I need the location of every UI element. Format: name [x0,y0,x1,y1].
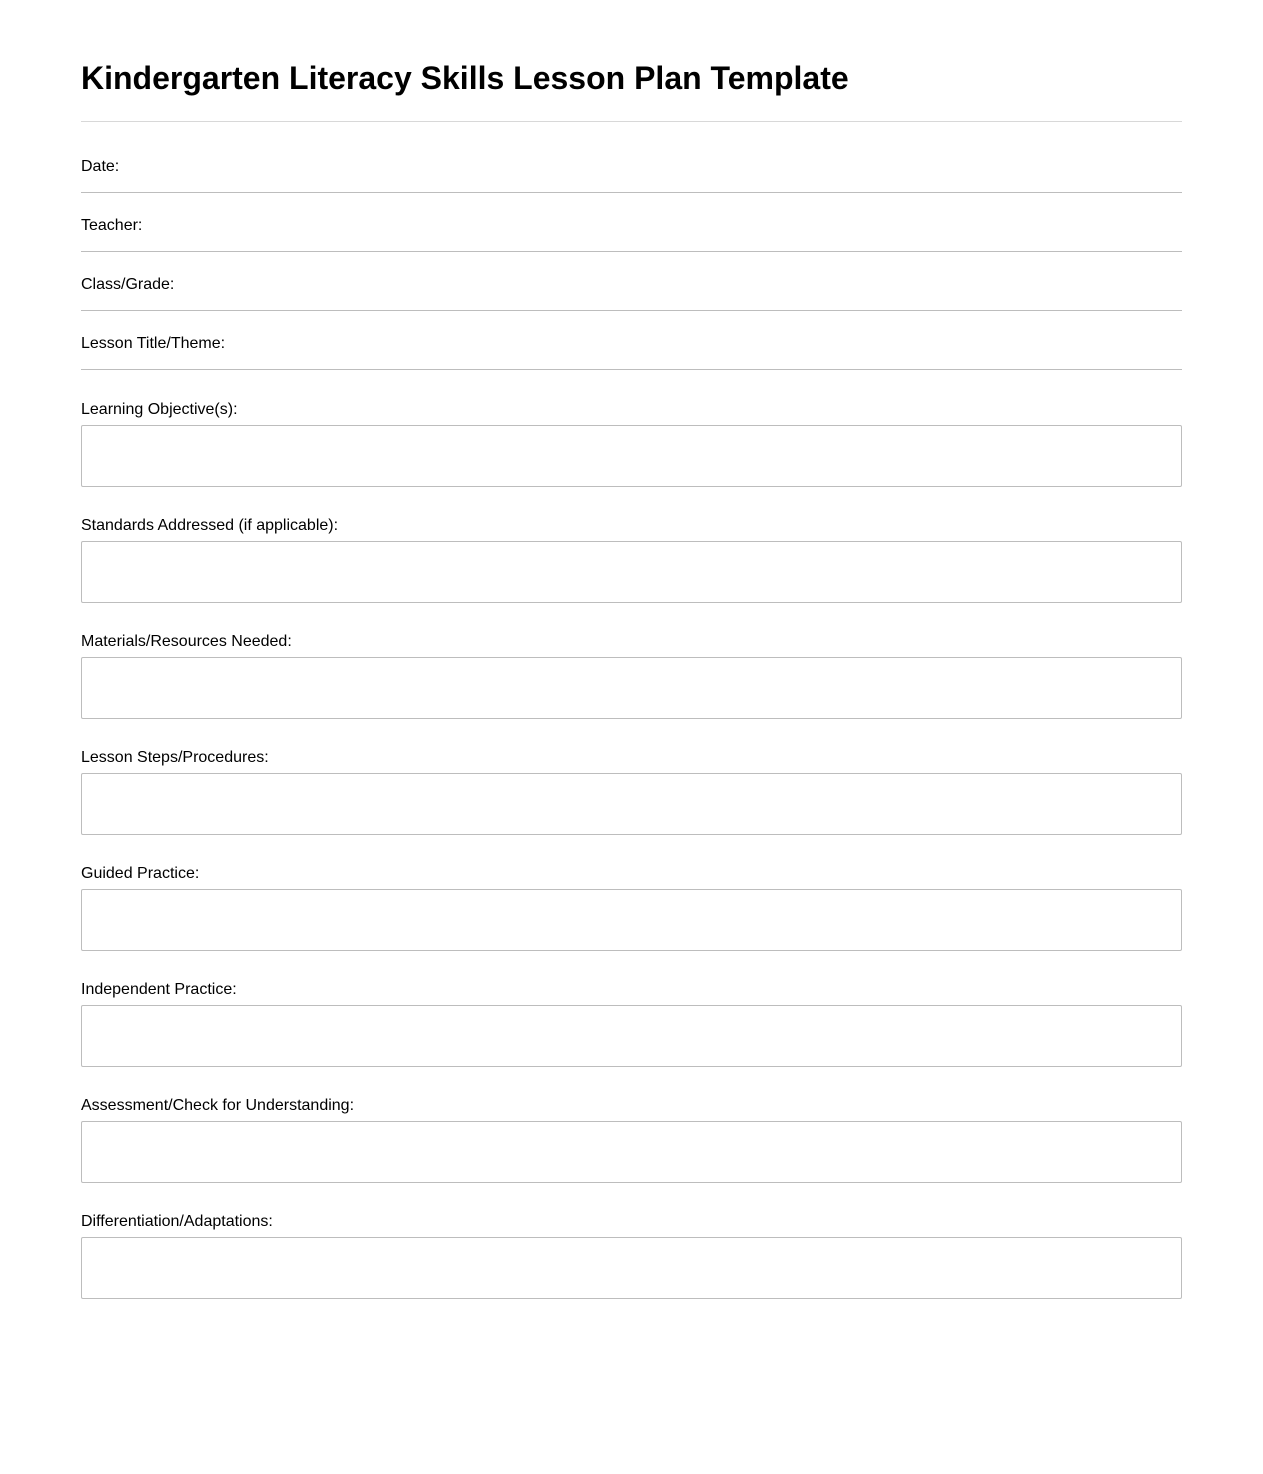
teacher-label: Teacher: [81,217,143,234]
lesson-title-label: Lesson Title/Theme: [81,335,226,352]
class-grade-field[interactable] [81,252,1182,311]
class-grade-label: Class/Grade: [81,276,175,293]
section-differentiation [81,1213,1182,1299]
standards-label: Standards Addressed (if applicable): [81,517,339,534]
materials-label: Materials/Resources Needed: [81,633,292,650]
lesson-title-field[interactable] [81,311,1182,370]
title-divider [81,121,1182,122]
section-independent-practice [81,981,1182,1067]
independent-practice-textarea[interactable] [81,1005,1182,1067]
materials-textarea[interactable] [81,657,1182,719]
guided-practice-textarea[interactable] [81,889,1182,951]
guided-practice-label: Guided Practice: [81,865,200,882]
date-field[interactable] [81,134,1182,193]
learning-objectives-label: Learning Objective(s): [81,401,238,418]
differentiation-label: Differentiation/Adaptations: [81,1213,273,1230]
assessment-label: Assessment/Check for Understanding: [81,1097,355,1114]
section-standards [81,517,1182,603]
teacher-field[interactable] [81,193,1182,252]
section-guided-practice [81,865,1182,951]
date-label: Date: [81,158,120,175]
lesson-steps-textarea[interactable] [81,773,1182,835]
standards-textarea[interactable] [81,541,1182,603]
page-title: Kindergarten Literacy Skills Lesson Plan Template [81,60,849,96]
independent-practice-label: Independent Practice: [81,981,237,998]
learning-objectives-textarea[interactable] [81,425,1182,487]
section-materials [81,633,1182,719]
section-assessment [81,1097,1182,1183]
section-learning-objectives [81,401,1182,487]
section-lesson-steps [81,749,1182,835]
assessment-textarea[interactable] [81,1121,1182,1183]
lesson-steps-label: Lesson Steps/Procedures: [81,749,269,766]
differentiation-textarea[interactable] [81,1237,1182,1299]
